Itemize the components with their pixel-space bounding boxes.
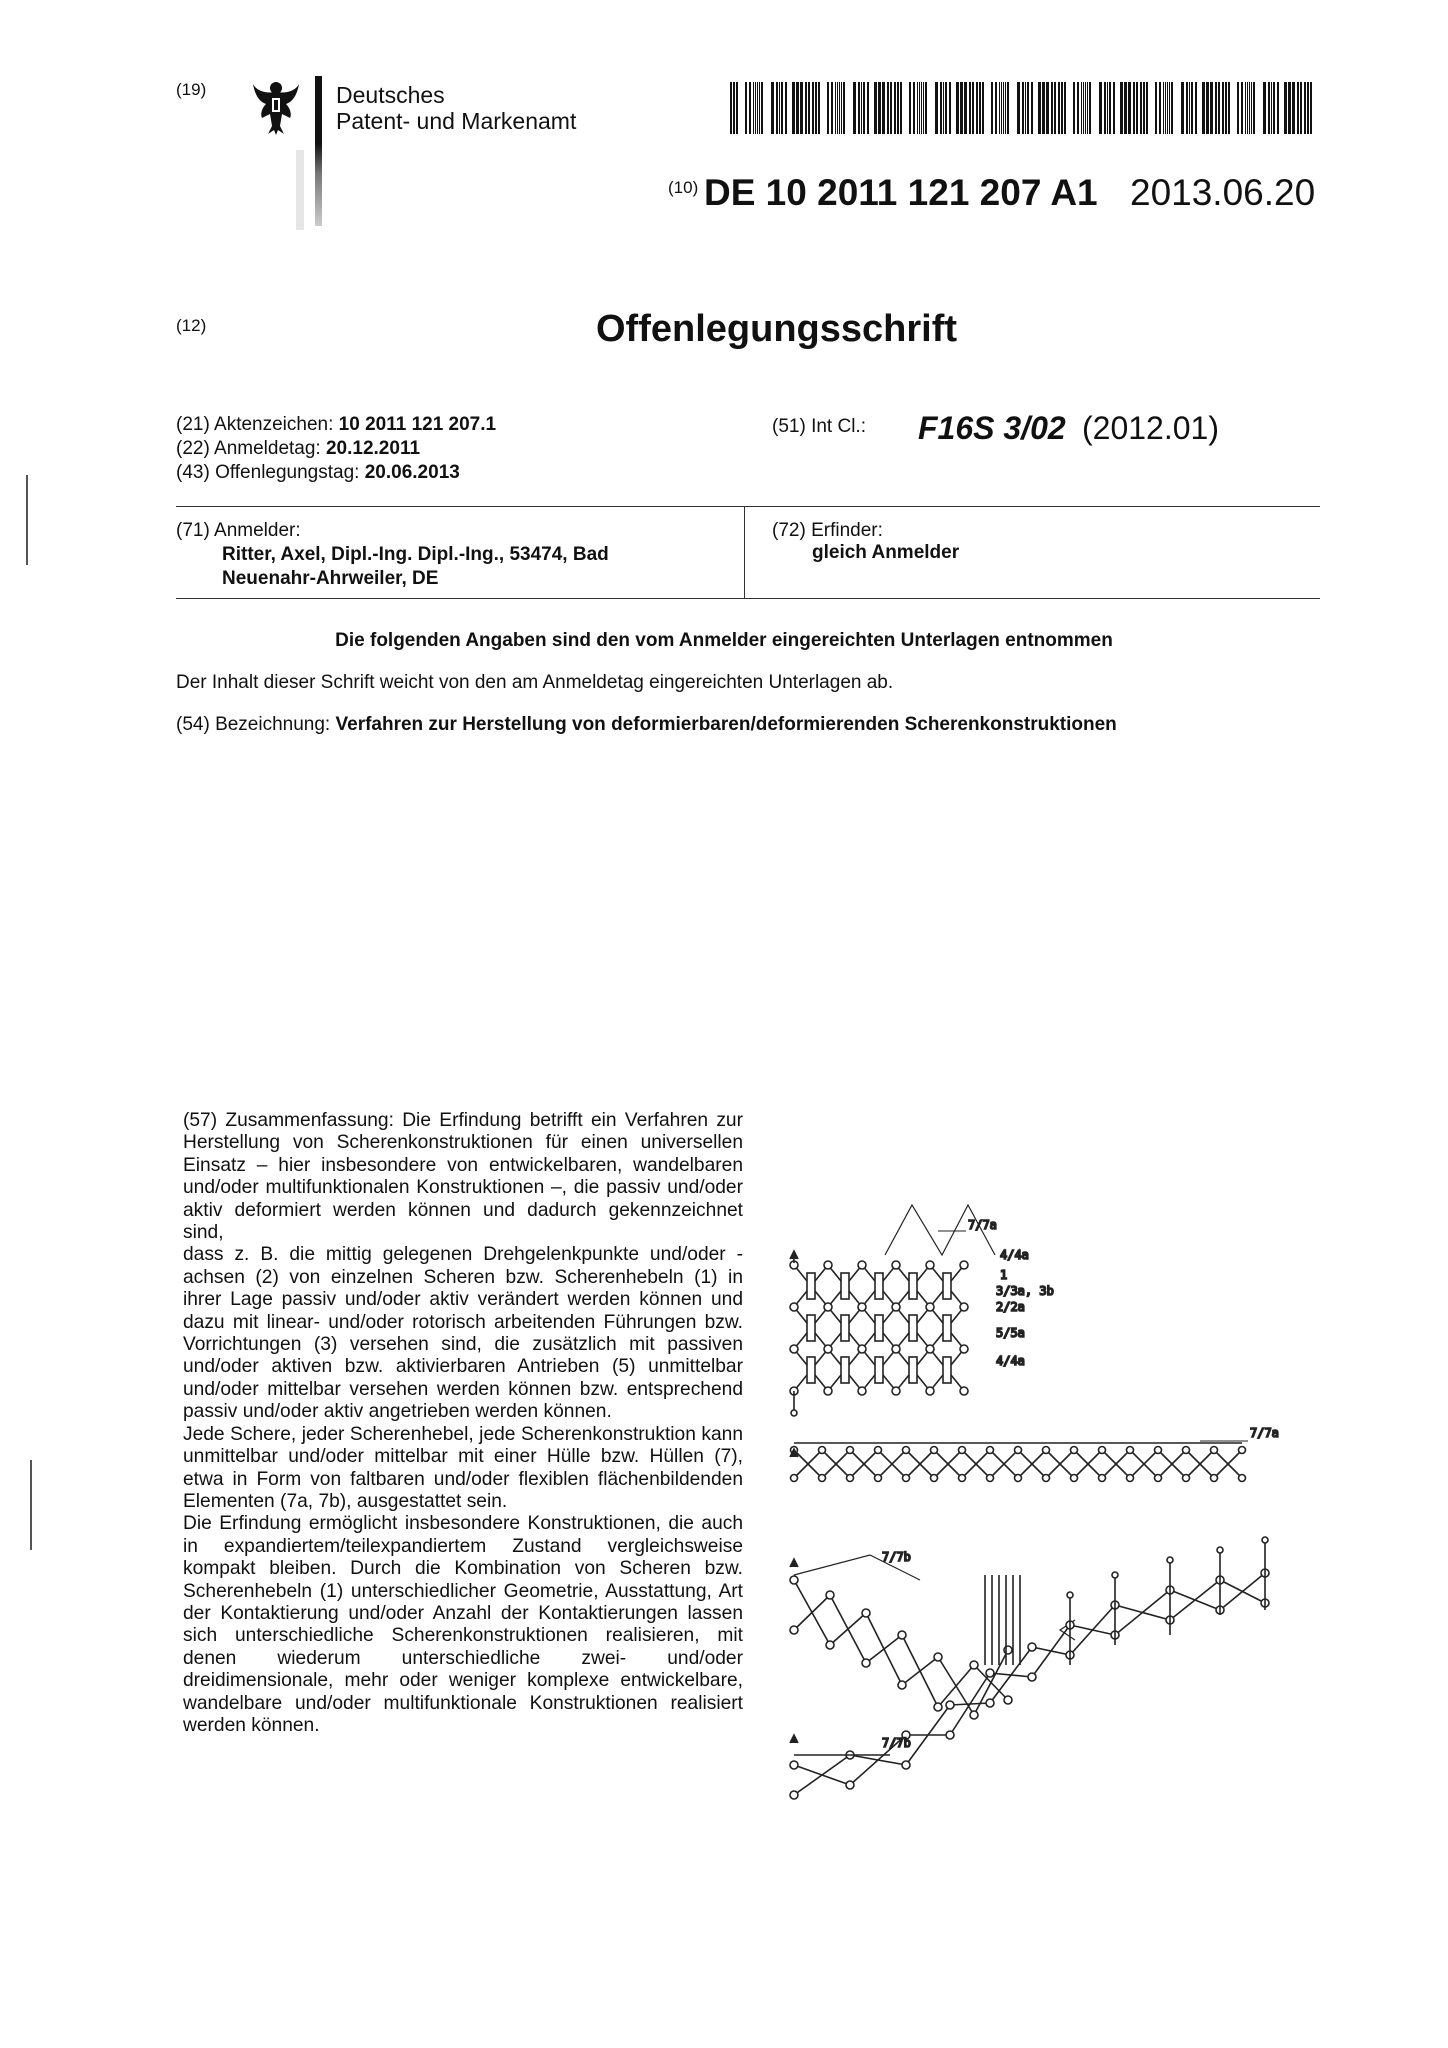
margin-mark <box>26 475 28 565</box>
label-7-7a: 7/7a <box>968 1218 997 1232</box>
label-7-7a-band: 7/7a <box>1250 1426 1279 1440</box>
divider-vertical <box>744 506 745 598</box>
figure-scissor-diagonal <box>790 1555 1075 1719</box>
barcode <box>730 82 1315 134</box>
federal-eagle-logo <box>252 78 300 136</box>
figure-scissor-horizontal <box>790 1443 1246 1482</box>
figure-scissor-vertical <box>790 1205 995 1416</box>
title-line <box>176 714 1117 736</box>
notice-bold: Die folgenden Angaben sind den vom Anmelder eingereichten Unterlagen entnommen <box>335 630 1113 651</box>
anmeldetag-value: 20.12.2011 <box>325 438 421 459</box>
label-7-7b-lower: 7/7b <box>882 1736 911 1750</box>
title-label: (54) Bezeichnung: <box>176 714 331 735</box>
label-2-2a: 2/2a <box>996 1300 1025 1314</box>
field-anmeldetag <box>176 438 420 460</box>
anmelder-line1: Ritter, Axel, Dipl.-Ing. Dipl.-Ing., 53474, Bad <box>222 544 609 565</box>
offenlegungstag-value: 20.06.2013 <box>364 462 460 483</box>
document-type: Offenlegungsschrift <box>596 308 958 350</box>
notice-text: Der Inhalt dieser Schrift weicht von den am Anmeldetag eingereichten Unterlagen ab. <box>176 672 894 693</box>
aktenzeichen-label: (21) Aktenzeichen: <box>176 414 334 435</box>
intcl-code: F16S 3/02 <box>918 410 1066 446</box>
inid-12: (12) <box>176 316 207 335</box>
label-5-5a: 5/5a <box>996 1326 1025 1340</box>
label-4-4a-lower: 4/4a <box>996 1354 1025 1368</box>
field-offenlegungstag <box>176 462 460 484</box>
anmelder-line2: Neuenahr-Ahrweiler, DE <box>222 568 439 589</box>
label-3-3a-3b: 3/3a, 3b <box>996 1284 1054 1298</box>
invention-title: Verfahren zur Herstellung von deformierbaren/deformierenden Scherenkonstruktionen <box>335 714 1117 735</box>
intcl-version: (2012.01) <box>1082 410 1219 446</box>
abstract <box>183 1110 743 1737</box>
intcl-label: (51) Int Cl.: <box>772 416 866 437</box>
office-name-line1: Deutsches <box>336 82 445 108</box>
abstract-paragraph: Jede Schere, jeder Scherenhebel, jede Scherenkonstruktion kann unmittelbar und/oder mittelbar mit einer Hülle bzw. Hüllen (7), etwa in Form von faltbaren und/oder flexiblen flächenbildenden Elementen (7a, 7b), ausgestattet sein. <box>183 1423 743 1512</box>
figure-scissor-zigzag <box>790 1537 1269 1799</box>
margin-mark <box>30 1460 32 1550</box>
inid-19: (19) <box>176 80 207 99</box>
publication-number: DE 10 2011 121 207 A1 <box>704 172 1098 213</box>
divider-bottom <box>176 598 1320 599</box>
abstract-drawing <box>770 1195 1330 1855</box>
abstract-paragraph: (57) Zusammenfassung: Die Erfindung betrifft ein Verfahren zur Herstellung von Scherenkonstruktionen für einen universellen Einsatz – hier insbesondere von entwickelbaren, wandelbaren und/oder multifunktionalen Konstruktionen –, die passiv und/oder aktiv deformiert werden können und dadurch gekennzeichnet sind, <box>183 1110 743 1244</box>
abstract-paragraph: Die Erfindung ermöglicht insbesondere Konstruktionen, die auch in expandiertem/teilexpandiertem Zustand vergleichsweise kompakt bleiben. Durch die Kombination von Scheren bzw. Scherenhebeln (1) unterschiedlicher Geometrie, Ausstattung, Art der Kontaktierung und/oder Anzahl der Kontaktierungen lassen sich unterschiedliche Scherenkonstruktionen realisieren, mit denen wiederum unterschiedliche zwei- und/oder dreidimensionale, mehr oder weniger komplexe entwickelbare, wandelbare und/oder multifunktionale Konstruktionen realisiert werden können. <box>183 1513 743 1736</box>
anmeldetag-label: (22) Anmeldetag: <box>176 438 321 459</box>
label-1: 1 <box>1000 1268 1008 1282</box>
office-logo-bar <box>315 76 322 226</box>
aktenzeichen-value: 10 2011 121 207.1 <box>338 414 497 435</box>
publication-date: 2013.06.20 <box>1130 172 1316 213</box>
scan-artifact <box>296 150 304 230</box>
abstract-paragraph: dass z. B. die mittig gelegenen Drehgelenkpunkte und/oder -achsen (2) von einzelnen Scheren bzw. Scherenhebeln (1) in ihrer Lage passiv und/oder aktiv verändert werden können und dazu mit linear- und/oder rotorisch arbeitenden Führungen bzw. Vorrichtungen (3) versehen sind, die zusätzlich mit passiven und/oder aktiven bzw. aktivierbaren Antrieben (5) unmittelbar und/oder mittelbar versehen werden können bzw. entsprechend passiv und/oder aktiv angetrieben werden können. <box>183 1244 743 1423</box>
erfinder-label: (72) Erfinder: <box>772 520 883 541</box>
label-7-7b-upper: 7/7b <box>882 1550 911 1564</box>
inid-10: (10) <box>668 178 699 197</box>
anmelder-label: (71) Anmelder: <box>176 520 301 541</box>
field-aktenzeichen <box>176 414 496 436</box>
erfinder-value: gleich Anmelder <box>812 542 960 563</box>
office-name-line2: Patent- und Markenamt <box>336 108 577 134</box>
offenlegungstag-label: (43) Offenlegungstag: <box>176 462 360 483</box>
label-4-4a: 4/4a <box>1000 1248 1029 1262</box>
divider-top <box>176 506 1320 507</box>
